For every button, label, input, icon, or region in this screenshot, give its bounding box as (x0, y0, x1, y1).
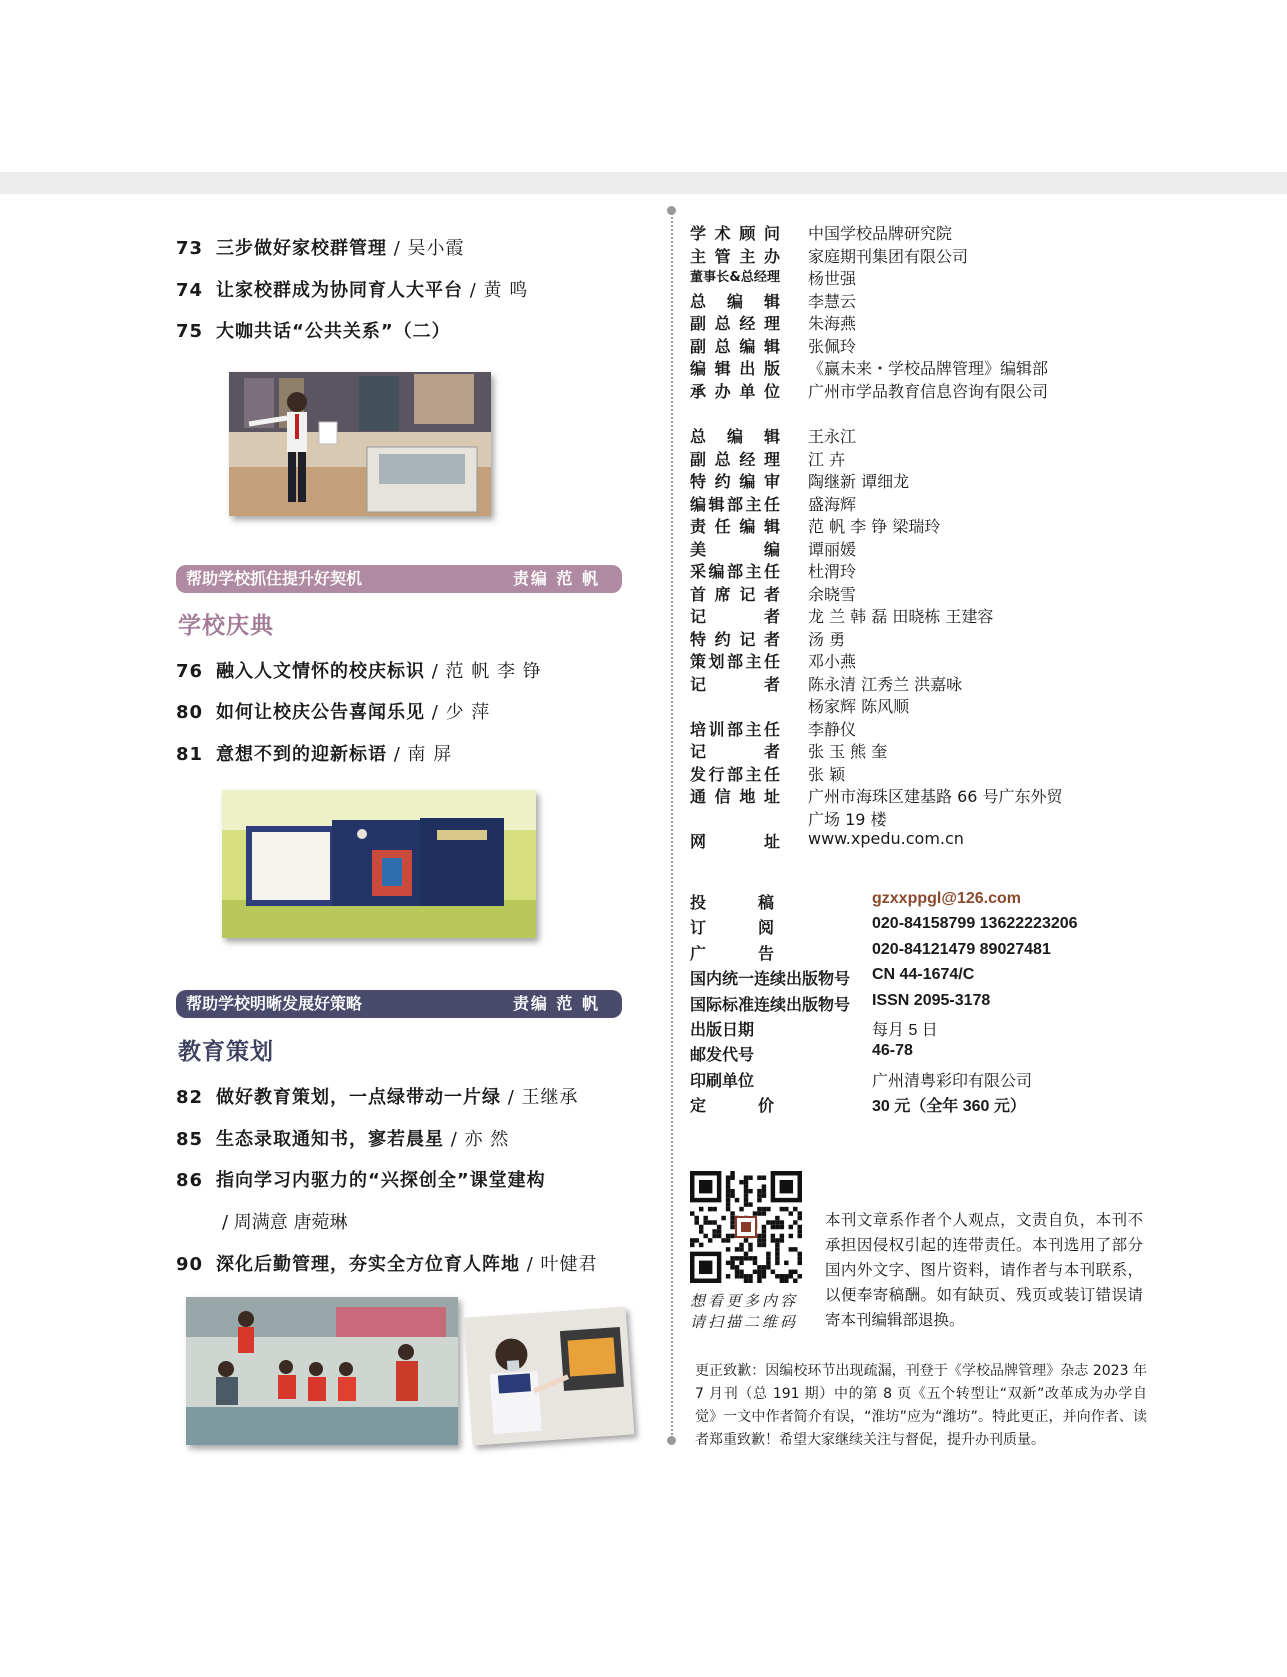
toc-title: 让家校群成为协同育人大平台 (216, 280, 463, 301)
masthead-name: 张 玉 熊 奎 (808, 742, 888, 761)
toc-page-number: 81 (176, 744, 204, 765)
masthead-role: 编辑出版 (690, 359, 780, 378)
masthead-role: 培训部主任 (690, 719, 780, 739)
toc-title: 指向学习内驱力的“兴探创全”课堂建构 (216, 1170, 546, 1191)
info-label: 邮发代号 (690, 1045, 755, 1065)
admission-package-photo (222, 790, 536, 938)
girl-oven-image (464, 1307, 635, 1446)
info-value: 30 元（全年 360 元） (872, 1098, 1026, 1116)
info-label: 广告 (690, 943, 774, 963)
masthead-name: 广州市学品教育信息咨询有限公司 (808, 381, 1049, 401)
masthead-role: 总编辑 (690, 427, 780, 446)
masthead-role: 副总经理 (690, 314, 780, 333)
toc-title: 意想不到的迎新标语 (216, 744, 387, 765)
section-banner-celebration (176, 565, 622, 593)
masthead-name: 家庭期刊集团有限公司 (808, 246, 969, 266)
toc-author: 范 帆 李 铮 (445, 661, 542, 682)
toc-page-number: 74 (176, 280, 204, 301)
masthead-name: 江 卉 (808, 449, 846, 469)
info-label: 定价 (690, 1096, 774, 1116)
masthead-role: 特约编审 (690, 472, 780, 491)
section-banner-planning (176, 990, 622, 1018)
info-label: 订阅 (690, 918, 774, 938)
toc-author: 黄 鸣 (483, 280, 529, 301)
masthead-name: 陈永清 江秀兰 洪嘉咏 (808, 674, 963, 694)
student-speech-photo (229, 372, 491, 516)
masthead-name: 广州市海珠区建基路 66 号广东外贸 (808, 787, 1063, 806)
info-value: 每月 5 日 (872, 1022, 938, 1039)
masthead-role: 承办单位 (690, 381, 780, 401)
info-value: 020-84158799 13622223206 (872, 915, 1078, 933)
toc-author: 少 萍 (445, 702, 491, 723)
masthead-name: 范 帆 李 铮 梁瑞玲 (808, 517, 941, 536)
masthead-name: 《赢未来・学校品牌管理》编辑部 (808, 359, 1049, 378)
masthead-name: www.xpedu.com.cn (808, 829, 964, 848)
toc-title: 深化后勤管理，夯实全方位育人阵地 (216, 1254, 520, 1275)
masthead-name: 李静仪 (808, 719, 857, 739)
students-pond-photo (186, 1297, 458, 1445)
toc-author: 叶健君 (540, 1254, 598, 1275)
banner-tagline: 帮助学校抓住提升好契机 (186, 569, 363, 588)
toc-author: 周满意 唐菀琳 (233, 1212, 348, 1233)
masthead-role: 通信地址 (690, 787, 780, 806)
top-band (0, 172, 1287, 194)
info-label: 出版日期 (690, 1020, 755, 1039)
info-label: 国内统一连续出版物号 (690, 969, 851, 989)
toc-item[interactable]: 73 三步做好家校群管理 / 吴小霞 (176, 238, 465, 259)
masthead-name: 盛海辉 (808, 494, 857, 514)
masthead-name: 余晓雪 (808, 584, 857, 604)
masthead-name: 广场 19 楼 (808, 809, 887, 829)
masthead-role: 责任编辑 (690, 517, 780, 536)
toc-item[interactable]: 85 生态录取通知书，寥若晨星 / 亦 然 (176, 1129, 510, 1150)
masthead-name: 汤 勇 (808, 629, 846, 649)
masthead-role: 副总经理 (690, 449, 780, 469)
divider-dot-top (667, 206, 676, 215)
info-value: ISSN 2095-3178 (872, 991, 991, 1009)
copyright-statement: 本刊文章系作者个人观点，文责自负，本刊不承担因侵权引起的连带责任。本刊选用了部分国内外文字、图片资料，请作者与本刊联系，以便奉寄稿酬。如有缺页、残页或装订错误请寄本刊编辑部退换。 (825, 1211, 1143, 1329)
toc-item[interactable] (176, 317, 451, 343)
banner-editor: 责编 范 帆 (512, 569, 600, 588)
qr-caption-line1: 想看更多内容 (690, 1292, 799, 1310)
masthead-name: 王永江 (808, 427, 857, 446)
masthead-name: 谭丽媛 (808, 539, 857, 559)
toc-item[interactable]: 90 深化后勤管理，夯实全方位育人阵地 / 叶健君 (176, 1254, 598, 1275)
masthead-role: 编辑部主任 (690, 494, 780, 514)
masthead-name: 张 颖 (808, 764, 846, 784)
toc-page-number: 90 (176, 1254, 204, 1275)
masthead-role: 美编 (690, 539, 780, 559)
qr-caption-line2: 请扫描二维码 (690, 1313, 799, 1331)
masthead-name: 杜渭玲 (808, 562, 857, 581)
toc-author: 亦 然 (464, 1129, 510, 1150)
banner-editor: 责编 范 帆 (512, 994, 600, 1013)
toc-item[interactable]: 76 融入人文情怀的校庆标识 / 范 帆 李 铮 (176, 661, 542, 682)
admission-package-image (222, 790, 536, 938)
erratum-notice: 更正致歉：因编校环节出现疏漏，刊登于《学校品牌管理》杂志 2023 年 7 月刊（总 191 期）中的第 8 页《五个转型让“双新”改革成为办学自觉》一文中作者简介有误，“淮坊”应为“潍坊”。特此更正，并向作者、读者郑重致歉！希望大家继续关注与督促，提升办刊质量。 (695, 1363, 1147, 1448)
section-title-planning: 教育策划 (178, 1039, 274, 1065)
toc-author: 王继承 (521, 1087, 579, 1108)
toc-title: 做好教育策划，一点绿带动一片绿 (216, 1087, 501, 1108)
masthead-name: 朱海燕 (808, 314, 857, 333)
masthead-role: 总编辑 (690, 291, 780, 311)
toc-item[interactable]: 80 如何让校庆公告喜闻乐见 / 少 萍 (176, 702, 491, 723)
masthead-role: 首席记者 (690, 584, 780, 604)
toc-author: 吴小霞 (407, 238, 465, 259)
masthead-role: 董事长&总经理 (690, 270, 780, 285)
masthead-role: 记者 (690, 607, 780, 626)
toc-page-number: 75 (176, 321, 204, 342)
masthead-role: 策划部主任 (690, 652, 780, 671)
toc-item[interactable]: 81 意想不到的迎新标语 / 南 屏 (176, 744, 453, 765)
toc-title: 如何让校庆公告喜闻乐见 (216, 702, 425, 723)
toc-page-number: 85 (176, 1129, 204, 1150)
toc-page-number: 80 (176, 702, 204, 723)
students-pond-image (186, 1297, 458, 1445)
info-value[interactable]: gzxxppgl@126.com (872, 890, 1021, 907)
toc-page-number: 76 (176, 661, 204, 682)
masthead-role: 网址 (690, 832, 780, 851)
toc-title: 生态录取通知书，寥若晨星 (216, 1129, 444, 1150)
masthead-name: 邓小燕 (808, 652, 857, 671)
masthead-role: 副总编辑 (690, 336, 780, 356)
masthead-name: 杨世强 (808, 269, 857, 288)
section-title-celebration: 学校庆典 (178, 613, 274, 639)
masthead-name: 陶继新 谭细龙 (808, 472, 910, 491)
masthead-role: 学术顾问 (690, 224, 780, 243)
info-value: 46-78 (872, 1042, 913, 1060)
banner-tagline: 帮助学校明晰发展好策略 (186, 994, 363, 1013)
student-speech-image (229, 372, 491, 516)
toc-title: 大咖共话“公共关系”（二） (216, 321, 451, 342)
info-label: 印刷单位 (690, 1070, 755, 1090)
info-value: CN 44-1674/C (872, 966, 975, 984)
toc-page-number: 73 (176, 238, 204, 259)
toc-item[interactable]: 82 做好教育策划，一点绿带动一片绿 / 王继承 (176, 1087, 579, 1108)
toc-item[interactable]: 74 让家校群成为协同育人大平台 / 黄 鸣 (176, 280, 529, 301)
masthead-name: 张佩玲 (808, 336, 857, 356)
info-label: 投稿 (690, 893, 774, 912)
column-divider (671, 210, 673, 1442)
toc-page-number: 86 (176, 1170, 204, 1191)
masthead-name: 李慧云 (808, 291, 857, 311)
masthead-role: 主管主办 (690, 246, 780, 266)
masthead-role: 记者 (690, 674, 780, 694)
divider-dot-bottom (667, 1436, 676, 1445)
masthead-name: 中国学校品牌研究院 (808, 224, 953, 243)
toc-page-number: 82 (176, 1087, 204, 1108)
toc-title: 融入人文情怀的校庆标识 (216, 661, 425, 682)
masthead-role: 采编部主任 (690, 562, 780, 581)
masthead-name: 杨家辉 陈风顺 (808, 697, 910, 716)
info-value: 广州清粤彩印有限公司 (872, 1072, 1033, 1090)
girl-oven-photo (464, 1307, 635, 1446)
masthead-name: 龙 兰 韩 磊 田晓栋 王建容 (808, 607, 994, 626)
toc-author: 南 屏 (407, 744, 453, 765)
toc-item-authors: / 周满意 唐菀琳 (222, 1212, 348, 1233)
toc-title: 三步做好家校群管理 (216, 238, 387, 259)
masthead-role: 特约记者 (690, 629, 780, 649)
masthead-role: 记者 (690, 742, 780, 761)
masthead-role: 发行部主任 (690, 764, 780, 784)
info-value: 020-84121479 89027481 (872, 940, 1051, 958)
info-label: 国际标准连续出版物号 (690, 994, 851, 1014)
qr-code[interactable] (690, 1171, 802, 1283)
toc-item[interactable] (176, 1166, 546, 1192)
